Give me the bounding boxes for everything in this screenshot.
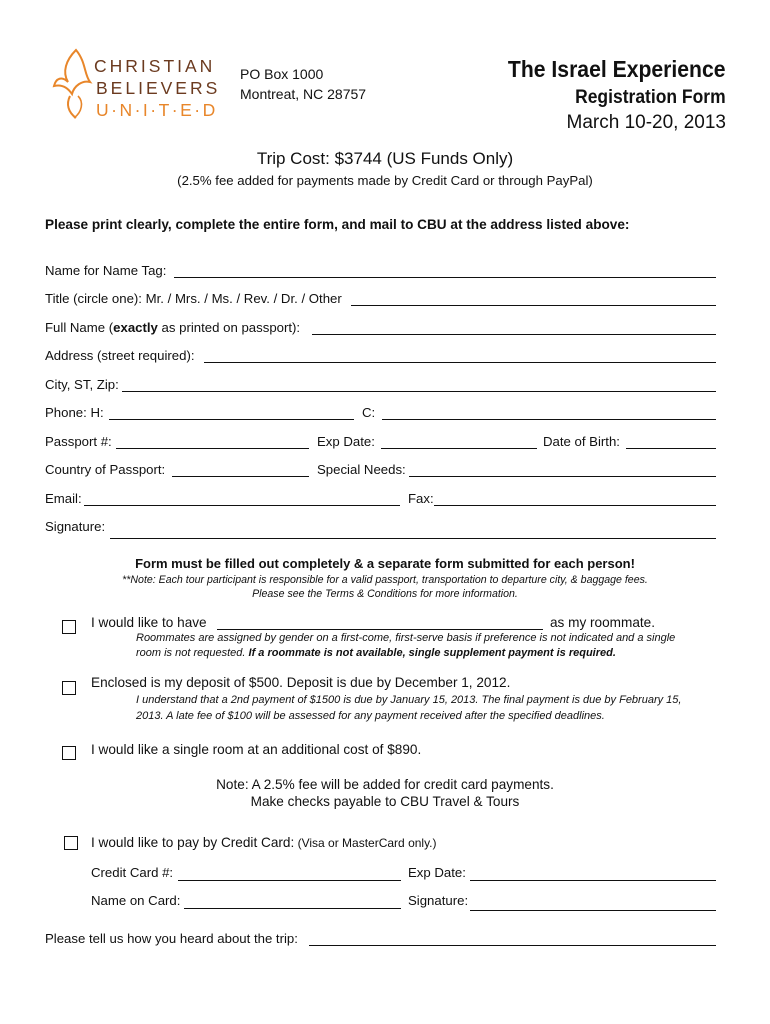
deposit-note-1: I understand that a 2nd payment of $1500 is due by January 15, 2013. The final payment is due by February 15, [136,694,682,706]
notice-line-1: **Note: Each tour participant is responsible for a valid passport, transportation to departure city, & baggage fees. [122,574,648,586]
card-exp-field[interactable] [470,880,716,881]
fax-field[interactable] [434,505,716,506]
single-room-checkbox[interactable] [62,746,76,760]
phone-cell-label: C: [362,405,376,420]
exp-date-label: Exp Date: [317,434,375,449]
exp-date-field[interactable] [381,448,537,449]
address-field[interactable] [204,362,716,363]
credit-card-label [91,835,437,850]
card-signature-label: Signature: [408,893,469,908]
credit-card-label-small: (Visa or MasterCard only.) [294,836,437,850]
address-line-2: Montreat, NC 28757 [240,86,367,102]
name-on-card-field[interactable] [184,908,401,909]
logo-line-christian: CHRISTIAN [94,56,216,76]
notice-line-2: Please see the Terms & Conditions for more information. [252,588,518,600]
special-needs-label: Special Needs: [317,462,406,477]
deposit-note-2: 2013. A late fee of $100 will be assessed for any payment received after the specified deadlines. [136,710,605,722]
full-name-field[interactable] [312,334,716,335]
deposit-checkbox[interactable] [62,681,76,695]
email-label: Email: [45,491,82,506]
full-name-label [45,320,300,335]
title-label: Title (circle one): Mr. / Mrs. / Ms. / Rev. / Dr. / Other [45,291,342,306]
roommate-note-2-a: room is not requested. [136,647,249,659]
roommate-label: I would like to have [91,615,207,630]
roommate-field[interactable] [217,629,543,630]
notice-bold: Form must be filled out completely & a separate form submitted for each person! [135,556,635,571]
roommate-checkbox[interactable] [62,620,76,634]
phone-home-field[interactable] [109,419,354,420]
heard-about-field[interactable] [309,945,716,946]
card-number-field[interactable] [178,880,401,881]
name-tag-label: Name for Name Tag: [45,263,167,278]
logo-line-united: U·N·I·T·E·D [96,100,218,120]
signature-field[interactable] [110,538,716,539]
phone-cell-field[interactable] [382,419,716,420]
full-name-label-bold: exactly [113,320,158,335]
signature-label: Signature: [45,519,106,534]
form-dates: March 10-20, 2013 [566,112,726,133]
instructions: Please print clearly, complete the entire form, and mail to CBU at the address listed above: [45,217,630,232]
card-exp-label: Exp Date: [408,865,466,880]
card-number-label: Credit Card #: [91,865,174,880]
roommate-note-2-b: If a roommate is not available, single supplement payment is required. [248,647,616,659]
logo-line-believers: BELIEVERS [96,78,221,98]
address-label: Address (street required): [45,348,195,363]
deposit-label: Enclosed is my deposit of $500. Deposit is due by December 1, 2012. [91,675,511,690]
trip-fee-note: (2.5% fee added for payments made by Credit Card or through PayPal) [177,173,593,188]
form-title: The Israel Experience [508,56,726,82]
dob-field[interactable] [626,448,716,449]
city-label: City, ST, Zip: [45,377,119,392]
roommate-note-1: Roommates are assigned by gender on a first-come, first-serve basis if preference is not indicated and a single [136,632,676,644]
title-field[interactable] [351,305,716,306]
card-signature-field[interactable] [470,910,716,911]
fax-label: Fax: [408,491,434,506]
dob-label: Date of Birth: [543,434,620,449]
single-room-label: I would like a single room at an additional cost of $890. [91,742,422,757]
city-field[interactable] [122,391,716,392]
country-field[interactable] [172,476,309,477]
payment-note-2: Make checks payable to CBU Travel & Tours [250,794,520,809]
payment-note-1: Note: A 2.5% fee will be added for credit card payments. [216,777,554,792]
name-on-card-label: Name on Card: [91,893,181,908]
full-name-label-pre: Full Name ( [45,320,114,335]
full-name-label-post: as printed on passport): [157,320,301,335]
passport-label: Passport #: [45,434,112,449]
passport-field[interactable] [116,448,309,449]
credit-card-label-main: I would like to pay by Credit Card: [91,835,295,850]
credit-card-checkbox[interactable] [64,836,78,850]
phone-home-label: Phone: H: [45,405,104,420]
special-needs-field[interactable] [409,476,716,477]
name-tag-field[interactable] [174,277,716,278]
form-subtitle: Registration Form [575,87,726,108]
heard-about-label: Please tell us how you heard about the trip: [45,931,298,946]
address-line-1: PO Box 1000 [240,66,324,82]
roommate-note-2 [136,647,616,659]
country-label: Country of Passport: [45,462,166,477]
trip-cost: Trip Cost: $3744 (US Funds Only) [256,149,514,168]
dove-icon [52,46,100,124]
email-field[interactable] [84,505,400,506]
roommate-label-end: as my roommate. [550,615,655,630]
